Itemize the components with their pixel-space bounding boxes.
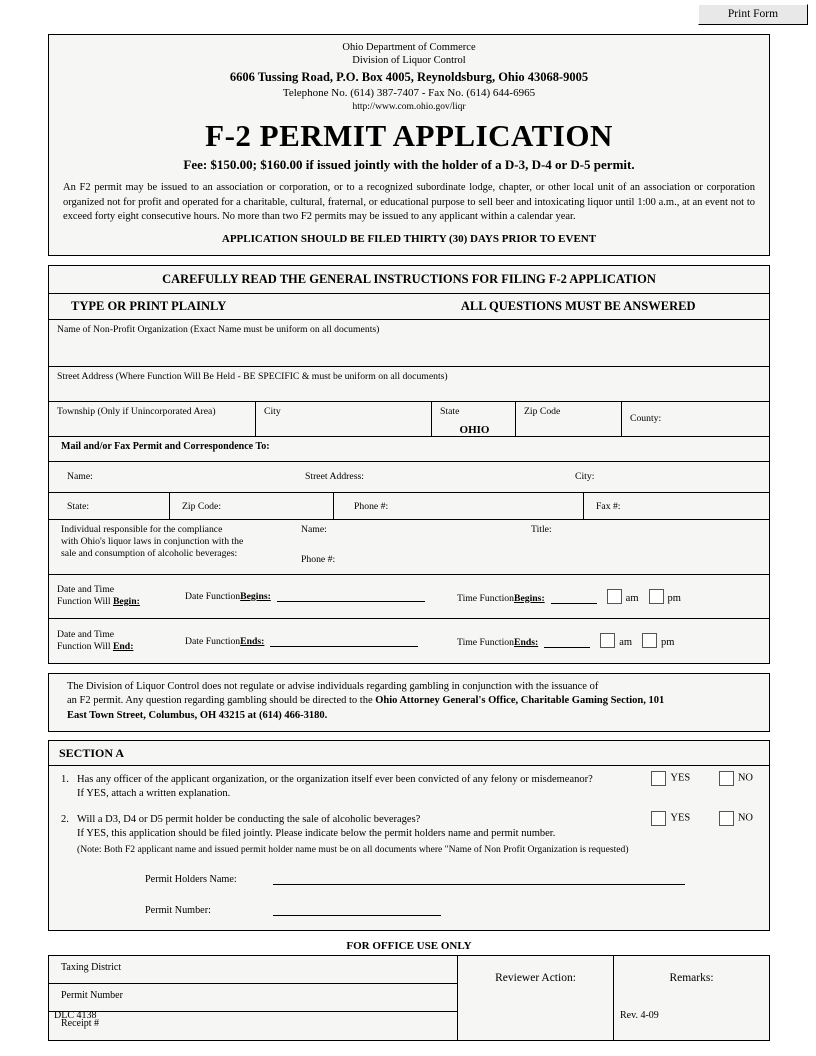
header-box bbox=[48, 34, 770, 256]
question-1-answers bbox=[641, 771, 753, 786]
time-ends-bold: Ends: bbox=[513, 637, 539, 648]
question-2-text: Will a D3, D4 or D5 permit holder be conducting the sale of alcoholic beverages? bbox=[77, 814, 421, 825]
permit-number-row bbox=[145, 903, 769, 916]
question-1-number: 1. bbox=[61, 774, 69, 785]
compliance-title-label: Title: bbox=[531, 523, 552, 535]
fee-statement: Fee: $150.00; $160.00 if issued jointly with the holder of a D-3, D-4 or D-5 permit. bbox=[183, 157, 635, 172]
page-title: F-2 PERMIT APPLICATION bbox=[205, 118, 613, 153]
begin-label bbox=[57, 584, 185, 608]
begin-am-checkbox[interactable] bbox=[607, 589, 622, 604]
agency-name: Ohio Department of Commerce bbox=[342, 42, 476, 53]
receipt-label: Receipt # bbox=[61, 1018, 100, 1029]
remarks-label: Remarks: bbox=[669, 972, 714, 984]
mail-zip-label: Zip Code: bbox=[182, 500, 222, 512]
street-address-field[interactable] bbox=[49, 367, 769, 401]
state-value: OHIO bbox=[459, 423, 490, 436]
mail-name-label: Name: bbox=[67, 470, 93, 482]
date-ends-input[interactable] bbox=[270, 635, 418, 647]
begin-label-line2: Function Will bbox=[57, 596, 113, 607]
gambling-line3 bbox=[67, 709, 757, 724]
agency-url: http://www.com.ohio.gov/liqr bbox=[352, 102, 466, 112]
street-address-row bbox=[49, 367, 769, 402]
permit-holders-name-label: Permit Holders Name: bbox=[145, 874, 237, 885]
city-label: City bbox=[264, 405, 281, 417]
print-form-container bbox=[698, 4, 808, 25]
compliance-line2: with Ohio's liquor laws in conjunction with the bbox=[61, 535, 244, 547]
location-row bbox=[49, 402, 769, 437]
state-label: State bbox=[440, 405, 460, 417]
org-name-field[interactable] bbox=[49, 320, 769, 366]
q2-yes-checkbox[interactable] bbox=[651, 811, 666, 826]
time-begins-field[interactable] bbox=[457, 589, 769, 604]
compliance-description bbox=[49, 520, 293, 574]
org-name-row bbox=[49, 320, 769, 367]
question-2-answers bbox=[641, 811, 753, 826]
application-fields-box bbox=[48, 265, 770, 664]
compliance-name-label: Name: bbox=[301, 523, 327, 535]
mail-fax-field[interactable] bbox=[583, 493, 769, 519]
function-end-row bbox=[49, 619, 769, 663]
mail-heading bbox=[49, 437, 769, 461]
compliance-line1: Individual responsible for the compliance bbox=[61, 523, 223, 535]
begin-label-line1: Date and Time bbox=[57, 584, 115, 595]
office-left-column bbox=[49, 956, 457, 1040]
end-am-checkbox[interactable] bbox=[600, 633, 615, 648]
end-am-label: am bbox=[619, 637, 633, 648]
compliance-line3: sale and consumption of alcoholic beverages: bbox=[61, 547, 238, 559]
street-address-label: Street Address (Where Function Will Be Held - BE SPECIFIC & must be uniform on all documents) bbox=[57, 370, 448, 382]
agency-phone: Telephone No. (614) 387-7407 - Fax No. (614) 644-6965 bbox=[282, 87, 536, 99]
question-2-sub1: If YES, this application should be filed jointly. Please indicate below the permit holders name and permit number. bbox=[77, 828, 556, 839]
mail-city-label: City: bbox=[575, 470, 595, 482]
question-1-text: Has any officer of the applicant organization, or the organization itself ever been convicted of any felony or misdemeanor? bbox=[77, 774, 593, 785]
zip-label: Zip Code bbox=[524, 405, 561, 417]
mail-street-field[interactable] bbox=[297, 462, 567, 492]
date-begins-label: Date Function bbox=[185, 591, 241, 602]
end-label-line1: Date and Time bbox=[57, 628, 115, 640]
print-form-button[interactable]: Print Form bbox=[698, 4, 808, 25]
date-ends-label: Date Function bbox=[185, 635, 241, 647]
q1-no-checkbox[interactable] bbox=[719, 771, 734, 786]
end-label-bold: End: bbox=[112, 640, 134, 652]
date-begins-field[interactable] bbox=[185, 590, 457, 602]
office-use-title: FOR OFFICE USE ONLY bbox=[346, 940, 472, 952]
office-permit-number-label: Permit Number bbox=[61, 990, 123, 1001]
mail-contact-row bbox=[49, 462, 769, 493]
question-2-number: 2. bbox=[61, 814, 69, 825]
question-2-sub2: (Note: Both F2 applicant name and issued permit holder name must be on all documents where "Name of Non Profit Organization is requested) bbox=[77, 844, 629, 855]
date-ends-field[interactable] bbox=[185, 635, 457, 647]
compliance-row bbox=[49, 520, 769, 575]
permit-holders-name-input[interactable] bbox=[273, 872, 685, 885]
office-use-box bbox=[48, 955, 770, 1041]
gambling-line2-a: an F2 permit. Any question regarding gambling should be directed to the bbox=[67, 695, 376, 706]
receipt-field[interactable] bbox=[49, 1012, 457, 1040]
section-a-box bbox=[48, 740, 770, 931]
mail-zip-field[interactable] bbox=[169, 493, 333, 519]
end-pm-label: pm bbox=[661, 637, 675, 648]
time-ends-label: Time Function bbox=[457, 637, 514, 648]
mail-city-field[interactable] bbox=[567, 462, 769, 492]
org-name-label: Name of Non-Profit Organization (Exact Name must be uniform on all documents) bbox=[57, 323, 380, 335]
mail-state-row bbox=[49, 493, 769, 520]
agency-address: 6606 Tussing Road, P.O. Box 4005, Reynoldsburg, Ohio 43068-9005 bbox=[229, 70, 589, 84]
q1-no-label: NO bbox=[737, 772, 753, 784]
question-2 bbox=[49, 801, 769, 856]
permit-number-input[interactable] bbox=[273, 903, 441, 916]
mail-heading-row bbox=[49, 437, 769, 462]
begin-am-label: am bbox=[625, 592, 639, 604]
gambling-notice-box bbox=[48, 673, 770, 733]
mail-name-field[interactable] bbox=[49, 462, 297, 492]
township-label: Township (Only if Unincorporated Area) bbox=[57, 405, 216, 417]
date-ends-bold: Ends: bbox=[240, 635, 265, 647]
end-label-line2: Function Will bbox=[57, 640, 113, 652]
compliance-title-field[interactable] bbox=[523, 520, 769, 574]
township-field[interactable] bbox=[49, 402, 255, 436]
question-1-sub: If YES, attach a written explanation. bbox=[77, 788, 231, 799]
question-1 bbox=[49, 766, 769, 801]
gambling-line2-b: Ohio Attorney General's Office, Charitable Gaming Section, 101 bbox=[375, 695, 665, 706]
mail-state-field[interactable] bbox=[49, 493, 169, 519]
mail-phone-field[interactable] bbox=[333, 493, 583, 519]
end-label bbox=[57, 629, 185, 653]
gambling-line1: The Division of Liquor Control does not regulate or advise individuals regarding gambling in conjunction with the issuance of bbox=[67, 680, 599, 692]
begin-label-bold: Begin: bbox=[112, 596, 140, 607]
gambling-line2 bbox=[67, 694, 757, 709]
q2-no-checkbox[interactable] bbox=[719, 811, 734, 826]
compliance-name-field[interactable] bbox=[293, 520, 523, 574]
end-pm-checkbox[interactable] bbox=[642, 633, 657, 648]
q2-yes-label: YES bbox=[670, 812, 691, 824]
section-a-title: SECTION A bbox=[49, 741, 769, 766]
mail-heading-label: Mail and/or Fax Permit and Correspondence To: bbox=[61, 440, 270, 452]
division-name: Division of Liquor Control bbox=[352, 55, 466, 66]
form-revision: Rev. 4-09 bbox=[620, 1010, 659, 1021]
eligibility-paragraph: An F2 permit may be issued to an association or corporation, or to a recognized subordinate lodge, chapter, or other local unit of an association or corporation organized not for profit and operated for a charitable, cultural, fraternal, or educational purpose to sell beer and intoxicating liquor until 1:00 a.m., at an event not to exceed forty eight consecutive hours. No more than two F2 permits may be issued to any applicant within a calendar year. bbox=[63, 182, 755, 222]
function-begin-row bbox=[49, 575, 769, 619]
type-or-print-label: TYPE OR PRINT PLAINLY bbox=[71, 298, 227, 313]
all-questions-label: ALL QUESTIONS MUST BE ANSWERED bbox=[460, 298, 696, 313]
q1-yes-label: YES bbox=[670, 772, 691, 784]
time-ends-field[interactable] bbox=[457, 633, 769, 648]
begin-pm-label: pm bbox=[667, 592, 681, 604]
reviewer-action-field[interactable] bbox=[457, 956, 613, 1040]
form-body bbox=[48, 34, 770, 1041]
time-begins-label: Time Function bbox=[457, 592, 514, 604]
mail-street-label: Street Address: bbox=[305, 470, 364, 482]
remarks-field[interactable] bbox=[613, 956, 769, 1040]
state-field[interactable] bbox=[431, 402, 515, 436]
taxing-district-label: Taxing District bbox=[61, 962, 122, 973]
gambling-line3-text: East Town Street, Columbus, OH 43215 at (614) 466-3180. bbox=[67, 709, 328, 721]
permit-number-label: Permit Number: bbox=[145, 905, 211, 916]
taxing-district-field[interactable] bbox=[49, 956, 457, 984]
mail-phone-label: Phone #: bbox=[354, 500, 389, 512]
begin-pm-checkbox[interactable] bbox=[649, 589, 664, 604]
compliance-phone-label: Phone #: bbox=[301, 553, 336, 565]
date-begins-bold: Begins: bbox=[240, 591, 271, 602]
q2-no-label: NO bbox=[737, 812, 753, 824]
county-label: County: bbox=[630, 412, 662, 424]
time-ends-input[interactable] bbox=[544, 636, 590, 648]
permit-holders-name-row bbox=[145, 872, 769, 885]
reviewer-action-label: Reviewer Action: bbox=[495, 972, 576, 984]
mail-state-label: State: bbox=[67, 500, 90, 512]
instructions-heading: CAREFULLY READ THE GENERAL INSTRUCTIONS FOR FILING F-2 APPLICATION bbox=[49, 266, 769, 294]
date-begins-input[interactable] bbox=[277, 590, 425, 602]
form-id: DLC 4138 bbox=[54, 1010, 97, 1021]
filing-notice: APPLICATION SHOULD BE FILED THIRTY (30) DAYS PRIOR TO EVENT bbox=[221, 232, 597, 245]
instructions-row bbox=[49, 294, 769, 320]
office-permit-number-field[interactable] bbox=[49, 984, 457, 1012]
zip-field[interactable] bbox=[515, 402, 621, 436]
mail-fax-label: Fax #: bbox=[596, 500, 621, 512]
time-begins-bold: Begins: bbox=[513, 592, 545, 604]
time-begins-input[interactable] bbox=[551, 592, 597, 604]
q1-yes-checkbox[interactable] bbox=[651, 771, 666, 786]
county-field[interactable] bbox=[621, 402, 769, 436]
city-field[interactable] bbox=[255, 402, 431, 436]
